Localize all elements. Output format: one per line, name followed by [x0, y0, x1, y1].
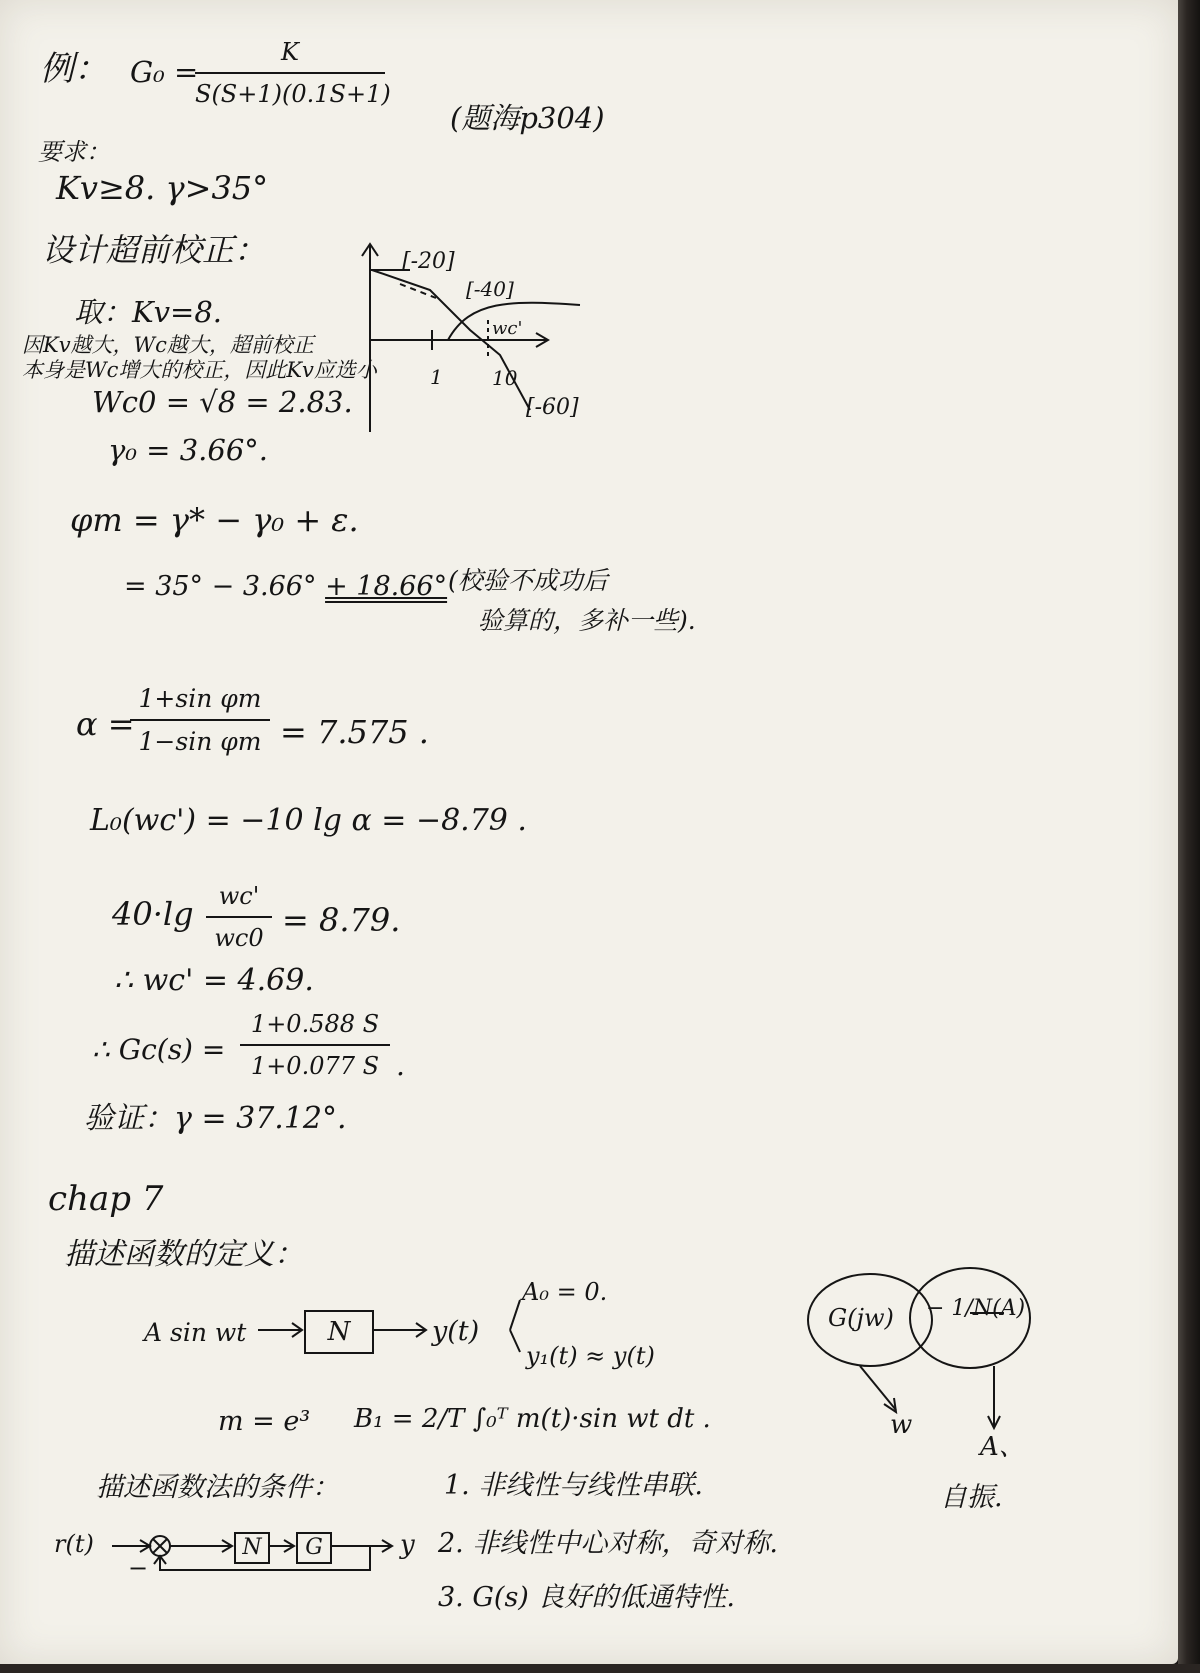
source-reference: (题海p304): [450, 101, 605, 135]
forty-lg-result: = 8.79.: [282, 901, 401, 939]
conditions-heading: 描述函数法的条件：: [96, 1472, 339, 1503]
block2-output: y: [400, 1530, 415, 1560]
brace-top: [510, 1300, 520, 1330]
note-line-1: 因Kv越大，Wc越大，超前校正: [22, 333, 314, 357]
requirements-heading: 要求：: [38, 138, 110, 166]
note-line-2: 本身是Wc增大的校正，因此Kv应选小: [22, 358, 377, 382]
brace-bottom: [510, 1330, 520, 1352]
phi-m-comment-1: (校验不成功后: [448, 566, 608, 595]
slope-40: [-40]: [466, 277, 514, 301]
block2-input: r(t): [54, 1530, 94, 1558]
m-equation: m = e³: [218, 1406, 311, 1437]
inverse-n-label: − 1/N(A): [926, 1296, 1026, 1321]
design-heading: 设计超前校正：: [42, 231, 267, 269]
phi-m-line-1: φm = γ* − γ₀ + ε.: [70, 501, 359, 539]
slope-20: [-20]: [402, 249, 455, 274]
phi-m-epsilon: + 18.66°: [325, 571, 448, 602]
alpha-lhs: α =: [76, 705, 135, 743]
wc-prime-numerator: wc': [218, 882, 260, 910]
w-arrow: [860, 1366, 896, 1410]
self-oscillation-label: 自振.: [940, 1482, 1003, 1513]
a0-equation: A₀ = 0.: [522, 1278, 608, 1306]
b1-equation: B₁ = 2/T ∫₀ᵀ m(t)·sin wt dt .: [354, 1404, 711, 1434]
gamma0-value: γ₀ = 3.66°.: [108, 433, 268, 467]
block2-minus: −: [128, 1554, 149, 1582]
requirements-spec: Kv≥8. γ>35°: [56, 169, 269, 207]
gc-denominator: 1+0.077 S: [250, 1052, 380, 1080]
condition-1: 1. 非线性与线性串联.: [444, 1470, 703, 1501]
tick-1-label: 1: [430, 365, 443, 389]
gc-lhs: ∴ Gc(s) =: [92, 1033, 226, 1066]
block1-input: A sin wt: [144, 1318, 247, 1347]
a-arrow-label: A、: [980, 1432, 1025, 1462]
g0-denominator: S(S+1)(0.1S+1): [195, 80, 391, 108]
phi-m-prefix: = 35° − 3.66°: [124, 571, 326, 602]
tick-10-label: 10: [492, 366, 518, 390]
forty-lg-prefix: 40·lg: [112, 895, 194, 933]
g0-numerator: K: [281, 38, 299, 66]
condition-3: 3. G(s) 良好的低通特性.: [438, 1582, 735, 1613]
chapter-heading: chap 7: [48, 1179, 164, 1219]
condition-2: 2. 非线性中心对称，奇对称.: [438, 1528, 778, 1559]
alpha-numerator: 1+sin φm: [138, 684, 262, 713]
wc0-denominator: wc0: [214, 924, 264, 952]
gc-end: .: [396, 1049, 405, 1082]
describing-function-heading: 描述函数的定义：: [64, 1237, 304, 1272]
phi-m-comment-2: 验算的，多补一些).: [478, 606, 696, 635]
wc0-value: Wc0 = √8 = 2.83.: [92, 385, 353, 419]
l0-equation: L₀(wc') = −10 lg α = −8.79 .: [90, 803, 527, 838]
nonlinear-block-n: N: [304, 1310, 374, 1354]
block1-output: y(t): [432, 1316, 480, 1347]
kv-choice: 取：Kv=8.: [74, 295, 223, 329]
gjw-label: G(jw): [828, 1304, 894, 1332]
wc-prime-label: wc': [492, 318, 523, 339]
example-label: 例：: [40, 49, 108, 89]
block2-n: N: [234, 1532, 270, 1564]
y1-approx: y₁(t) ≈ y(t): [526, 1342, 655, 1370]
gc-numerator: 1+0.588 S: [250, 1010, 380, 1038]
w-arrow-label: w: [890, 1410, 913, 1440]
alpha-result: = 7.575 .: [280, 713, 429, 751]
block2-g: G: [296, 1532, 332, 1564]
wc-prime-result: ∴ wc' = 4.69.: [114, 963, 314, 998]
alpha-denominator: 1−sin φm: [138, 727, 262, 756]
g0-lhs: G₀ =: [130, 55, 199, 89]
verify-gamma: 验证：γ = 37.12°.: [84, 1101, 347, 1136]
slope-60: [-60]: [526, 395, 579, 420]
